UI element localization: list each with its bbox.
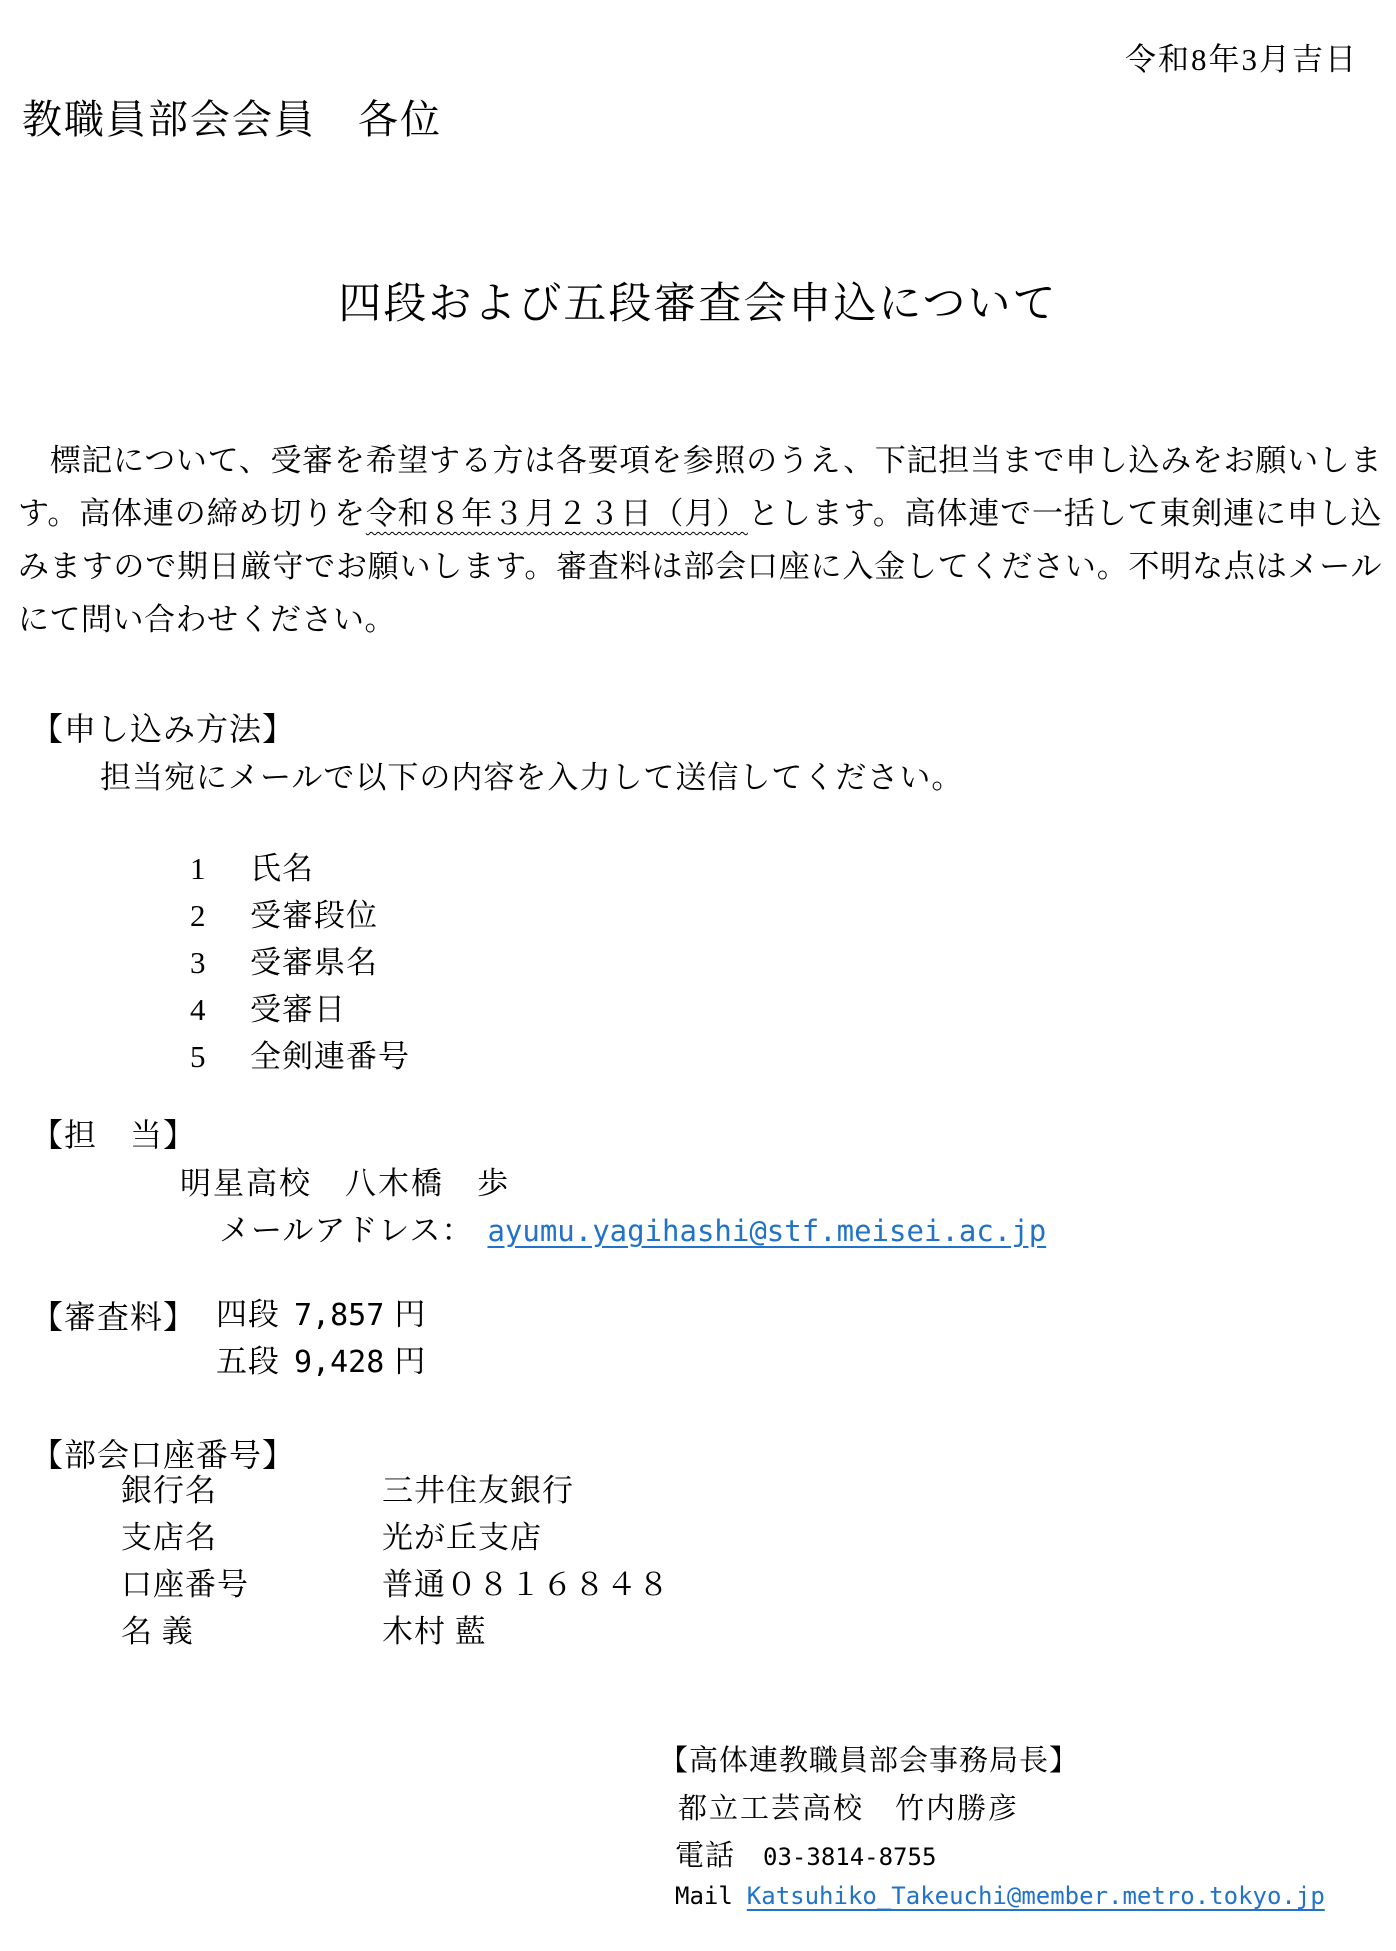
list-item (190, 845, 410, 892)
footer-person: 都立工芸高校 竹内勝彦 (678, 1793, 1020, 1825)
intro-paragraph (18, 434, 1382, 646)
contact-email-line (219, 1205, 1046, 1250)
application-instruction: 担当宛にメールで以下の内容を入力して送信してください。 (100, 760, 964, 795)
fee-grade: 五段 (216, 1344, 280, 1379)
account-row (121, 1467, 670, 1514)
document-date: 令和8年3月吉日 (1125, 42, 1358, 77)
section-heading-contact: 【担 当】 (31, 1117, 197, 1153)
list-item-number: 2 (190, 898, 207, 933)
account-row (121, 1608, 670, 1655)
section-heading-fee: 【審査料】 (31, 1299, 197, 1335)
recipient-line: 教職員部会会員 各位 (22, 97, 442, 142)
deadline-date: 令和８年３月２３日（月） (365, 496, 748, 531)
fee-grade: 四段 (216, 1297, 280, 1332)
section-heading-application: 【申し込み方法】 (31, 711, 296, 747)
list-item-label: 受審日 (250, 992, 346, 1027)
fee-amount: 7,857 (294, 1298, 385, 1333)
account-row (121, 1514, 670, 1561)
account-field-label: 名 義 (121, 1614, 194, 1649)
intro-text-2: とします。高体連で一括して東剣連に申し込みますので期日厳守でお願いします。審査料は部会口座に入金してください。不明な点はメールにて問い合わせください。 (18, 496, 1382, 637)
account-row (121, 1561, 670, 1608)
list-item-label: 氏名 (250, 851, 314, 886)
account-field-value: 光が丘支店 (382, 1520, 542, 1555)
contact-person: 明星高校 八木橋 歩 (180, 1166, 510, 1201)
account-field-label: 口座番号 (121, 1567, 249, 1602)
list-item-number: 5 (190, 1039, 207, 1074)
list-item-label: 全剣連番号 (250, 1039, 410, 1074)
list-item-label: 受審段位 (250, 898, 378, 933)
fee-row (216, 1292, 426, 1339)
page-title: 四段および五段審査会申込について (338, 281, 1058, 328)
footer-mail-line (675, 1882, 1325, 1911)
account-field-value: 普通０８１６８４８ (382, 1567, 670, 1602)
tel-number: 03-3814-8755 (763, 1843, 937, 1871)
list-item-number: 3 (190, 945, 207, 980)
fee-unit: 円 (394, 1344, 427, 1379)
footer-mail-link[interactable]: Katsuhiko_Takeuchi@member.metro.tokyo.jp (746, 1882, 1325, 1910)
list-item (190, 892, 410, 939)
list-item-number: 4 (190, 992, 207, 1027)
account-field-value: 三井住友銀行 (382, 1473, 574, 1508)
account-field-label: 支店名 (121, 1520, 217, 1555)
fee-row (216, 1339, 426, 1386)
list-item (190, 939, 410, 986)
account-field-value: 木村 藍 (382, 1614, 487, 1649)
account-field-label: 銀行名 (121, 1473, 217, 1508)
email-label: メールアドレス： (219, 1213, 474, 1248)
fee-amount: 9,428 (294, 1345, 385, 1380)
footer-heading: 【高体連教職員部会事務局長】 (659, 1745, 1080, 1777)
tel-label: 電話 (675, 1840, 736, 1872)
fee-rows (216, 1292, 426, 1386)
list-item-number: 1 (190, 851, 207, 886)
list-item (190, 986, 410, 1033)
account-rows (121, 1467, 670, 1655)
intro-text-1: 標記について、受審を希望する方は各要項を参照のうえ、下記担当まで申し込みをお願いします。高体連の締め切りを (18, 443, 1382, 531)
list-item (190, 1033, 410, 1080)
section-heading-account: 【部会口座番号】 (31, 1437, 296, 1473)
list-item-label: 受審県名 (250, 945, 378, 980)
footer-tel-line (675, 1833, 936, 1874)
application-items-list (190, 845, 410, 1080)
mail-label: Mail (675, 1882, 733, 1910)
fee-unit: 円 (394, 1297, 427, 1332)
contact-email-link[interactable]: ayumu.yagihashi@stf.meisei.ac.jp (487, 1214, 1047, 1248)
